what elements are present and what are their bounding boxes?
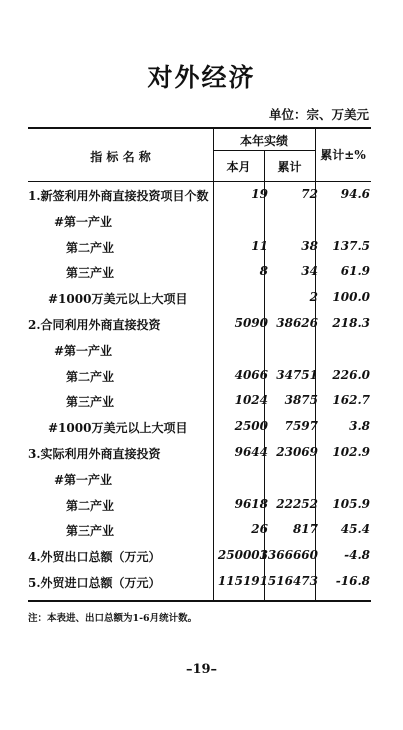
- row-growth-value: 100.0: [332, 290, 370, 304]
- page-title: 对外经济: [147, 63, 256, 92]
- row-label: 第二产业: [66, 370, 115, 384]
- row-month-value: 1024: [234, 393, 268, 407]
- row-label: 第二产业: [66, 499, 115, 513]
- row-growth-value: 162.7: [332, 393, 370, 407]
- row-month-value: 4066: [234, 368, 268, 382]
- header-indicator: 指 标 名 称: [90, 150, 151, 164]
- row-month-value: 250003: [217, 548, 268, 562]
- row-month-value: 8: [259, 264, 268, 278]
- row-label: #第一产业: [54, 344, 113, 358]
- row-month-value: 11: [251, 239, 268, 253]
- row-cumulative-value: 1366660: [259, 548, 318, 562]
- column-divider-1: [213, 128, 214, 600]
- row-label: #第一产业: [54, 215, 113, 229]
- row-growth-value: 218.3: [332, 316, 370, 330]
- row-cumulative-value: 2: [309, 290, 318, 304]
- row-cumulative-value: 34: [301, 264, 318, 278]
- row-month-value: 9644: [234, 445, 268, 459]
- row-growth-value: 94.6: [340, 187, 370, 201]
- row-label: 第三产业: [66, 524, 115, 538]
- row-cumulative-value: 38: [301, 239, 318, 253]
- header-this-month: 本月: [226, 160, 251, 174]
- row-cumulative-value: 7597: [284, 419, 318, 433]
- footnote: 注：本表进、出口总额为1-6月统计数。: [28, 613, 198, 624]
- row-cumulative-value: 23069: [276, 445, 318, 459]
- row-cumulative-value: 72: [301, 187, 318, 201]
- row-month-value: 2500: [234, 419, 268, 433]
- row-month-value: 5090: [234, 316, 268, 330]
- header-this-year: 本年实绩: [239, 134, 288, 148]
- page-number: –19–: [185, 662, 218, 677]
- row-growth-value: 61.9: [340, 264, 370, 278]
- row-month-value: 19: [251, 187, 268, 201]
- row-growth-value: -4.8: [344, 548, 370, 562]
- row-label: 第三产业: [66, 395, 115, 409]
- row-label: #1000万美元以上大项目: [48, 292, 188, 306]
- unit-label: 单位：宗、万美元: [268, 107, 369, 122]
- row-label: 3.实际利用外商直接投资: [28, 447, 161, 461]
- row-growth-value: 137.5: [332, 239, 370, 253]
- row-label: #1000万美元以上大项目: [48, 421, 188, 435]
- row-growth-value: 102.9: [332, 445, 370, 459]
- row-label: 第三产业: [66, 266, 115, 280]
- row-growth-value: -16.8: [335, 574, 370, 588]
- row-cumulative-value: 3875: [284, 393, 318, 407]
- row-label: 第二产业: [66, 241, 115, 255]
- row-growth-value: 3.8: [349, 419, 370, 433]
- row-cumulative-value: 817: [292, 522, 318, 536]
- row-cumulative-value: 516473: [267, 574, 318, 588]
- row-growth-value: 45.4: [340, 522, 370, 536]
- row-label: 1.新签利用外商直接投资项目个数: [28, 189, 209, 203]
- row-cumulative-value: 38626: [276, 316, 318, 330]
- table-top-rule: [28, 127, 371, 129]
- header-growth: 累计±%: [320, 148, 366, 162]
- row-cumulative-value: 34751: [276, 368, 318, 382]
- table-bottom-rule: [28, 600, 371, 602]
- row-cumulative-value: 22252: [276, 497, 318, 511]
- row-month-value: 115191: [217, 574, 268, 588]
- row-label: 4.外贸出口总额（万元）: [28, 550, 161, 564]
- header-bottom-rule: [28, 181, 371, 182]
- row-growth-value: 105.9: [332, 497, 370, 511]
- row-label: #第一产业: [54, 473, 113, 487]
- header-cumulative: 累计: [277, 160, 302, 174]
- row-month-value: 26: [251, 522, 268, 536]
- row-label: 5.外贸进口总额（万元）: [28, 576, 161, 590]
- row-label: 2.合同利用外商直接投资: [28, 318, 161, 332]
- row-month-value: 9618: [234, 497, 268, 511]
- row-growth-value: 226.0: [332, 368, 370, 382]
